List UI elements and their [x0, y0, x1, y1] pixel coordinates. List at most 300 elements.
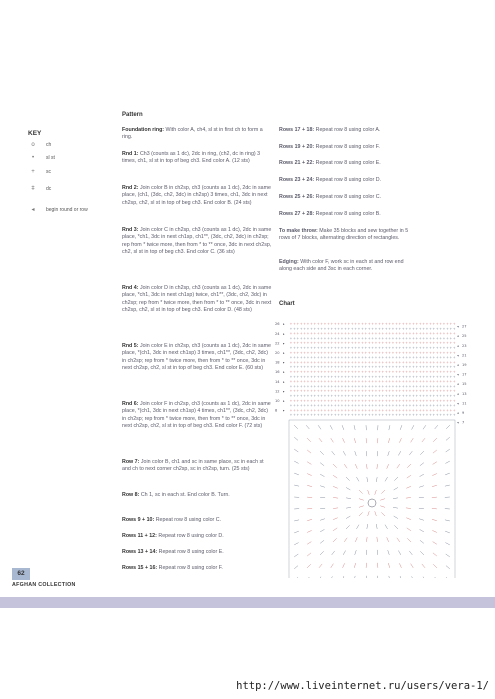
- page-number: 62: [12, 568, 30, 580]
- sc-stitch-icon: +: [313, 398, 317, 403]
- sc-stitch-icon: +: [316, 322, 320, 326]
- sc-stitch-icon: +: [405, 350, 408, 355]
- sc-stitch-icon: +: [435, 336, 439, 341]
- sc-stitch-icon: +: [384, 336, 388, 341]
- sc-stitch-icon: +: [398, 394, 402, 398]
- sc-stitch-icon: +: [429, 331, 432, 336]
- paragraph-title: Rows 19 + 20:: [279, 144, 315, 150]
- sc-stitch-icon: +: [330, 398, 334, 403]
- dc-stitch-icon: [420, 551, 424, 555]
- sc-stitch-icon: +: [357, 322, 361, 326]
- sc-stitch-icon: +: [398, 331, 402, 336]
- sc-stitch-icon: +: [344, 355, 347, 360]
- sc-stitch-icon: +: [422, 413, 425, 418]
- sc-stitch-icon: +: [313, 346, 317, 350]
- sc-stitch-icon: +: [418, 398, 422, 403]
- paragraph-title: Rows 17 + 18:: [279, 127, 315, 133]
- sc-stitch-icon: +: [357, 350, 361, 355]
- sc-stitch-icon: +: [391, 322, 395, 326]
- sc-stitch-icon: +: [310, 394, 313, 398]
- sc-stitch-icon: +: [408, 341, 412, 346]
- footer-title: AFGHAN COLLECTION: [12, 582, 76, 588]
- sc-stitch-icon: +: [442, 403, 446, 408]
- paragraph-text: Repeat row 8 using color C.: [314, 194, 382, 200]
- sc-stitch-icon: +: [429, 384, 432, 389]
- dc-stitch-icon: [412, 576, 414, 578]
- sc-stitch-icon: +: [371, 370, 374, 374]
- dc-stitch-icon: [406, 508, 411, 509]
- sc-stitch-icon: +: [439, 350, 442, 355]
- sc-stitch-icon: +: [299, 384, 303, 389]
- sc-stitch-icon: +: [446, 326, 449, 331]
- sc-stitch-icon: +: [303, 384, 306, 389]
- dc-stitch-icon: [394, 516, 398, 519]
- sc-stitch-icon: +: [439, 398, 442, 403]
- sc-stitch-icon: +: [452, 331, 456, 336]
- sc-stitch-icon: +: [320, 389, 323, 394]
- sc-stitch-icon: +: [289, 322, 293, 326]
- sc-stitch-icon: +: [303, 408, 306, 413]
- row-number-right: 27: [462, 324, 467, 329]
- dc-stitch-icon: [375, 490, 377, 495]
- sc-stitch-icon: +: [306, 374, 310, 379]
- key-label: dc: [46, 186, 52, 192]
- sc-stitch-icon: +: [388, 355, 391, 360]
- sc-stitch-icon: +: [422, 389, 425, 394]
- sc-stitch-icon: +: [391, 408, 395, 413]
- sc-stitch-icon: +: [371, 326, 374, 331]
- sc-stitch-icon: +: [425, 370, 429, 374]
- sc-stitch-icon: +: [303, 355, 306, 360]
- paragraph-text: Repeat row 8 using color D.: [156, 533, 224, 539]
- sc-stitch-icon: +: [449, 322, 453, 326]
- sc-stitch-icon: +: [361, 355, 364, 360]
- sc-stitch-icon: +: [408, 370, 412, 374]
- sc-stitch-icon: +: [337, 326, 340, 331]
- sc-stitch-icon: +: [323, 389, 327, 394]
- dc-stitch-icon: [359, 512, 363, 516]
- sc-stitch-icon: +: [364, 413, 368, 418]
- dc-stitch-icon: [294, 566, 298, 569]
- dc-stitch-icon: [354, 438, 355, 443]
- sc-stitch-icon: +: [303, 331, 306, 336]
- sc-stitch-icon: +: [313, 365, 317, 370]
- dc-stitch-icon: [407, 475, 411, 478]
- sc-stitch-icon: +: [415, 413, 419, 418]
- dc-stitch-icon: [366, 537, 367, 542]
- sc-stitch-icon: +: [296, 374, 300, 379]
- sc-stitch-icon: +: [381, 331, 385, 336]
- sc-stitch-icon: +: [429, 394, 432, 398]
- row-number-left: 10: [275, 399, 280, 403]
- dc-stitch-icon: [411, 564, 414, 568]
- sc-stitch-icon: +: [446, 346, 449, 350]
- sc-stitch-icon: +: [323, 336, 327, 341]
- dc-stitch-icon: [320, 551, 324, 555]
- sc-stitch-icon: +: [367, 331, 371, 336]
- sc-stitch-icon: +: [357, 394, 361, 398]
- arrow-right-icon: ▸: [283, 389, 285, 394]
- sc-stitch-icon: +: [418, 365, 422, 370]
- sc-stitch-icon: +: [364, 370, 368, 374]
- sc-stitch-icon: +: [442, 408, 446, 413]
- sc-stitch-icon: +: [340, 355, 344, 360]
- sc-stitch-icon: +: [405, 365, 408, 370]
- sc-stitch-icon: +: [388, 394, 391, 398]
- sc-stitch-icon: +: [333, 350, 337, 355]
- sc-stitch-icon: +: [381, 360, 385, 365]
- sc-stitch-icon: +: [327, 384, 330, 389]
- sc-stitch-icon: +: [395, 322, 398, 326]
- sc-stitch-icon: +: [313, 322, 317, 326]
- sc-stitch-icon: +: [361, 379, 364, 384]
- sc-stitch-icon: +: [449, 365, 453, 370]
- sc-stitch-icon: +: [395, 336, 398, 341]
- sc-stitch-icon: +: [289, 403, 293, 408]
- dc-stitch-icon: [420, 463, 424, 466]
- sc-stitch-icon: +: [350, 379, 354, 384]
- sc-stitch-icon: +: [395, 341, 398, 346]
- sc-stitch-icon: +: [442, 389, 446, 394]
- dc-stitch-icon: [381, 512, 385, 516]
- dc-stitch-icon: [366, 451, 367, 456]
- dc-stitch-icon: [375, 511, 377, 516]
- sc-stitch-icon: +: [395, 379, 398, 384]
- sc-stitch-icon: +: [391, 389, 395, 394]
- sc-stitch-icon: +: [313, 355, 317, 360]
- sc-stitch-icon: +: [350, 341, 354, 346]
- sc-stitch-icon: +: [303, 394, 306, 398]
- sc-stitch-icon: +: [395, 374, 398, 379]
- dc-stitch-icon: [294, 437, 298, 440]
- sc-stitch-icon: +: [337, 394, 340, 398]
- pattern-paragraph: [122, 285, 272, 314]
- sc-stitch-icon: +: [381, 365, 385, 370]
- sc-stitch-icon: +: [289, 379, 293, 384]
- sc-stitch-icon: +: [439, 341, 442, 346]
- sc-stitch-icon: +: [378, 360, 381, 365]
- dc-stitch-icon: [419, 497, 424, 498]
- foundation-ring-icon: [368, 499, 376, 507]
- arrow-left-icon: ◂: [457, 411, 459, 415]
- sc-stitch-icon: +: [432, 346, 436, 350]
- arrow-left-icon: ◂: [457, 372, 459, 377]
- sc-stitch-icon: +: [289, 360, 293, 365]
- sc-stitch-icon: +: [425, 346, 429, 350]
- sc-stitch-icon: +: [293, 322, 296, 326]
- pattern-paragraph: [122, 459, 272, 474]
- sc-stitch-icon: +: [357, 374, 361, 379]
- sc-stitch-icon: +: [289, 326, 293, 331]
- sc-stitch-icon: +: [303, 379, 306, 384]
- sc-stitch-icon: +: [418, 350, 422, 355]
- dc-stitch-icon: [445, 461, 449, 463]
- sc-stitch-icon: +: [442, 355, 446, 360]
- sc-stitch-icon: +: [378, 346, 381, 350]
- sc-stitch-icon: +: [367, 355, 371, 360]
- sc-stitch-icon: +: [435, 346, 439, 350]
- sc-stitch-icon: +: [408, 336, 412, 341]
- dc-stitch-icon: [320, 508, 325, 509]
- sc-stitch-icon: +: [367, 365, 371, 370]
- sc-stitch-icon: +: [405, 398, 408, 403]
- sc-stitch-icon: +: [415, 398, 419, 403]
- sc-stitch-icon: +: [374, 365, 378, 370]
- sc-stitch-icon: +: [371, 374, 374, 379]
- sc-stitch-icon: +: [299, 370, 303, 374]
- sc-stitch-icon: +: [405, 346, 408, 350]
- sc-stitch-icon: +: [350, 398, 354, 403]
- sc-stitch-icon: +: [303, 374, 306, 379]
- sc-stitch-icon: +: [422, 379, 425, 384]
- sc-stitch-icon: +: [432, 331, 436, 336]
- sc-stitch-icon: +: [293, 413, 296, 418]
- sc-stitch-icon: +: [415, 355, 419, 360]
- sc-stitch-icon: +: [354, 326, 357, 331]
- sc-stitch-icon: +: [374, 360, 378, 365]
- sc-stitch-icon: +: [452, 389, 456, 394]
- dc-stitch-icon: [307, 530, 312, 532]
- sc-stitch-icon: +: [303, 326, 306, 331]
- row-number-right: 9: [462, 411, 465, 415]
- sc-stitch-icon: +: [418, 341, 422, 346]
- dc-stitch-icon: [407, 538, 411, 542]
- sc-stitch-icon: +: [384, 398, 388, 403]
- dc-stitch-icon: [320, 451, 324, 455]
- sc-stitch-icon: +: [357, 389, 361, 394]
- sc-stitch-icon: +: [401, 403, 405, 408]
- sc-stitch-icon: +: [401, 413, 405, 418]
- sc-stitch-icon: +: [344, 408, 347, 413]
- paragraph-text: Ch3 (counts as 1 dc), 2dc in ring, (ch2, dc in ring) 3 times, ch1, sl st in top of beg ch3. End color A. (12 sts): [122, 151, 261, 165]
- sc-stitch-icon: +: [395, 389, 398, 394]
- sc-stitch-icon: +: [429, 365, 432, 370]
- sc-stitch-icon: +: [306, 370, 310, 374]
- dc-stitch-icon: [388, 563, 389, 568]
- sc-stitch-icon: +: [398, 355, 402, 360]
- sc-stitch-icon: +: [333, 322, 337, 326]
- sc-stitch-icon: +: [381, 326, 385, 331]
- sc-stitch-icon: +: [299, 379, 303, 384]
- sc-stitch-icon: +: [391, 326, 395, 331]
- dc-stitch-icon: [422, 564, 425, 568]
- dc-stitch-icon: [394, 477, 398, 481]
- sc-stitch-icon: +: [303, 322, 306, 326]
- sc-stitch-icon: +: [367, 346, 371, 350]
- sc-stitch-icon: +: [418, 326, 422, 331]
- sc-stitch-icon: +: [350, 403, 354, 408]
- row-number-left: 20: [275, 351, 280, 355]
- sc-stitch-icon: +: [425, 379, 429, 384]
- sc-stitch-icon: +: [306, 355, 310, 360]
- sc-stitch-icon: +: [344, 403, 347, 408]
- sc-stitch-icon: +: [435, 341, 439, 346]
- sc-stitch-icon: +: [378, 413, 381, 418]
- key-item-dc: [28, 186, 51, 192]
- dc-stitch-icon: [376, 477, 377, 482]
- sc-stitch-icon: +: [299, 394, 303, 398]
- sc-stitch-icon: +: [391, 394, 395, 398]
- sc-stitch-icon: +: [367, 379, 371, 384]
- sc-stitch-icon: +: [364, 341, 368, 346]
- sc-stitch-icon: +: [425, 413, 429, 418]
- sc-stitch-icon: +: [357, 355, 361, 360]
- sc-stitch-icon: +: [357, 341, 361, 346]
- sc-stitch-icon: +: [344, 341, 347, 346]
- sc-stitch-icon: +: [415, 394, 419, 398]
- dc-stitch-icon: [385, 525, 388, 529]
- sc-stitch-icon: +: [354, 346, 357, 350]
- sc-stitch-icon: +: [425, 331, 429, 336]
- sc-stitch-icon: +: [299, 350, 303, 355]
- dc-stitch-icon: [406, 497, 411, 498]
- sc-stitch-icon: +: [395, 326, 398, 331]
- sc-stitch-icon: +: [299, 403, 303, 408]
- sc-stitch-icon: +: [384, 394, 388, 398]
- sc-stitch-icon: +: [316, 384, 320, 389]
- sc-stitch-icon: +: [439, 379, 442, 384]
- pattern-paragraph: [122, 533, 272, 540]
- sc-stitch-icon: +: [432, 355, 436, 360]
- sc-stitch-icon: +: [340, 350, 344, 355]
- arrow-left-icon: ◂: [457, 324, 459, 329]
- sc-stitch-icon: +: [350, 350, 354, 355]
- sc-stitch-icon: +: [333, 370, 337, 374]
- dc-stitch-icon: [320, 529, 324, 531]
- paragraph-text: Repeat row 8 using color F.: [314, 144, 380, 150]
- sc-stitch-icon: +: [361, 384, 364, 389]
- sc-stitch-icon: +: [449, 413, 453, 418]
- sc-stitch-icon: +: [364, 346, 368, 350]
- sc-stitch-icon: +: [296, 350, 300, 355]
- sc-stitch-icon: +: [323, 374, 327, 379]
- sc-stitch-icon: +: [429, 322, 432, 326]
- sc-stitch-icon: +: [296, 403, 300, 408]
- sc-stitch-icon: +: [439, 336, 442, 341]
- sc-stitch-icon: +: [367, 360, 371, 365]
- sc-stitch-icon: +: [429, 389, 432, 394]
- paragraph-title: Edging:: [279, 259, 299, 265]
- sc-stitch-icon: +: [429, 336, 432, 341]
- sc-stitch-icon: +: [357, 365, 361, 370]
- sc-stitch-icon: +: [378, 379, 381, 384]
- sc-stitch-icon: +: [333, 403, 337, 408]
- sc-stitch-icon: +: [364, 394, 368, 398]
- dc-stitch-icon: [354, 576, 355, 578]
- row-number-right: 13: [462, 391, 467, 396]
- paragraph-text: Repeat row 8 using color E.: [157, 549, 224, 555]
- sc-stitch-icon: +: [422, 365, 425, 370]
- sc-stitch-icon: +: [330, 374, 334, 379]
- dc-stitch-icon: [318, 577, 321, 578]
- arrow-left-icon: ◂: [457, 391, 459, 396]
- sc-stitch-icon: +: [395, 384, 398, 389]
- sc-stitch-icon: +: [306, 326, 310, 331]
- sc-stitch-icon: +: [333, 379, 337, 384]
- sc-stitch-icon: +: [374, 403, 378, 408]
- pattern-paragraph: [279, 144, 414, 151]
- sc-stitch-icon: +: [432, 408, 436, 413]
- sc-stitch-icon: +: [374, 370, 378, 374]
- sc-stitch-icon: +: [337, 350, 340, 355]
- sc-stitch-icon: +: [361, 394, 364, 398]
- sc-stitch-icon: +: [446, 384, 449, 389]
- arrow-left-icon: ◂: [457, 420, 459, 425]
- paragraph-title: Row 8:: [122, 492, 140, 498]
- sc-stitch-icon: +: [418, 360, 422, 365]
- sc-stitch-icon: +: [299, 413, 303, 418]
- arrow-right-icon: ▸: [283, 399, 285, 403]
- sc-stitch-icon: +: [442, 341, 446, 346]
- sc-stitch-icon: +: [446, 389, 449, 394]
- paragraph-title: Rows 23 + 24:: [279, 177, 315, 183]
- sc-stitch-icon: +: [401, 355, 405, 360]
- sc-stitch-icon: +: [350, 384, 354, 389]
- sc-stitch-icon: +: [442, 365, 446, 370]
- sc-stitch-icon: +: [320, 374, 323, 379]
- sc-stitch-icon: +: [364, 374, 368, 379]
- sc-stitch-icon: +: [446, 355, 449, 360]
- sc-stitch-icon: +: [391, 398, 395, 403]
- sc-stitch-icon: +: [435, 370, 439, 374]
- paragraph-title: Rnd 5:: [122, 343, 139, 349]
- row-number-left: 14: [275, 379, 280, 384]
- sc-stitch-icon: +: [381, 350, 385, 355]
- sc-stitch-icon: +: [435, 322, 439, 326]
- sc-stitch-icon: +: [435, 360, 439, 365]
- sc-stitch-icon: +: [327, 408, 330, 413]
- sc-stitch-icon: +: [333, 389, 337, 394]
- sc-stitch-icon: +: [327, 360, 330, 365]
- dc-stitch-icon: [346, 498, 351, 499]
- sc-stitch-icon: +: [401, 341, 405, 346]
- sc-stitch-icon: +: [381, 398, 385, 403]
- sc-stitch-icon: +: [435, 379, 439, 384]
- sc-stitch-icon: +: [340, 365, 344, 370]
- sc-stitch-icon: +: [439, 413, 442, 418]
- sc-stitch-icon: +: [364, 408, 368, 413]
- sc-stitch-icon: +: [293, 336, 296, 341]
- sc-stitch-icon: +: [299, 331, 303, 336]
- sc-stitch-icon: +: [344, 322, 347, 326]
- sc-stitch-icon: +: [354, 322, 357, 326]
- dc-stitch-icon: [399, 563, 401, 568]
- sc-stitch-icon: +: [378, 331, 381, 336]
- sc-stitch-icon: +: [327, 389, 330, 394]
- sc-stitch-icon: +: [364, 398, 368, 403]
- pattern-paragraph: [279, 259, 414, 274]
- sc-stitch-icon: +: [412, 326, 415, 331]
- sc-stitch-icon: +: [452, 384, 456, 389]
- sc-stitch-icon: +: [333, 374, 337, 379]
- sc-stitch-icon: +: [337, 389, 340, 394]
- sc-stitch-icon: +: [313, 374, 317, 379]
- sc-stitch-icon: +: [306, 350, 310, 355]
- sc-stitch-icon: +: [357, 379, 361, 384]
- sc-stitch-icon: +: [320, 394, 323, 398]
- sc-stitch-icon: +: [388, 398, 391, 403]
- sc-stitch-icon: +: [432, 341, 436, 346]
- dc-stitch-icon: [354, 425, 355, 430]
- sc-stitch-icon: +: [408, 355, 412, 360]
- sc-stitch-icon: +: [327, 336, 330, 341]
- dc-stitch-icon: [333, 475, 337, 478]
- sc-stitch-icon: +: [446, 365, 449, 370]
- sc-stitch-icon: +: [310, 331, 313, 336]
- sc-stitch-icon: +: [350, 394, 354, 398]
- sc-stitch-icon: +: [415, 389, 419, 394]
- sc-stitch-icon: +: [388, 374, 391, 379]
